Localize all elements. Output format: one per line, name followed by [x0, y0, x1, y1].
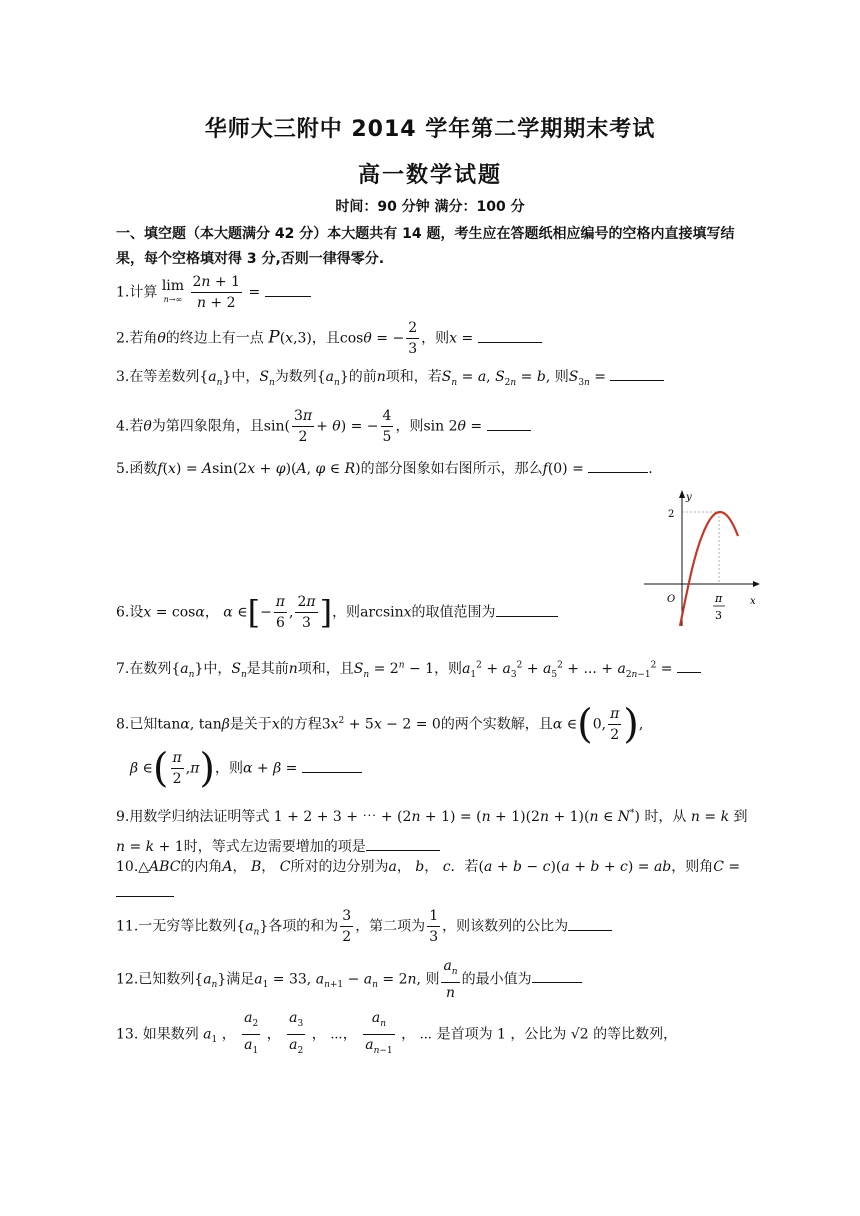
question-2: 2.若角θ的终边上有一点 P(x,3)，且cosθ = − $\frac{2}{3}$ ，则x = [116, 318, 766, 359]
y-tick-label: 2 [668, 509, 675, 520]
question-7: 7.在数列$\{a_n\}$中，$S_n$是其前n项和，且$S_n = 2^n - 1$，则$a_1^2 + a_3^2 + a_5^2$ + ... + $a_{2n-1}^2$ = [116, 658, 766, 680]
question-10: 10.△ABC的内角A， B， C所对的边分别为a， b， c．若(a + b − c)(a + b + c) = ab，则角C = [116, 859, 741, 875]
time-info: 时间：90 分钟 满分：100 分 [335, 199, 525, 215]
question-13: 13. 如果数列 $a_1$ ， $\frac{a_2}{a_1}$ ， $\frac{a_3}{a_2}$ ， ⋯， $\frac{a_n}{a_{n-1}}$ ， ⋯ 是首项为 1 ，公比为 √2 的等比数列， [116, 1010, 678, 1056]
question-9: 9.用数学归纳法证明等式 1 + 2 + 3 + ⋯ + (2n + 1) = (n + 1)(2n + 1)(n ∈ N*) 时，从 n = k 到 [116, 808, 748, 825]
answer-blank [302, 758, 362, 773]
limit-expr: lim n→∞ [161, 277, 185, 304]
answer-blank [568, 916, 612, 931]
fraction: $\frac{2n + 1}{n + 2}$ [192, 274, 240, 311]
x-label: x [750, 596, 756, 607]
y-label: y [686, 492, 692, 503]
answer-blank [366, 836, 440, 851]
x-axis-arrow [753, 581, 760, 587]
x-tick-num: π [715, 592, 723, 605]
origin-label: O [667, 594, 676, 605]
question-8: 8.已知tanα, tanβ是关于x的方程$3x^2 + 5x - 2 = 0$的两个实数解，且α ∈(0, $\frac{\pi}{2}$ ), [116, 701, 644, 748]
subject-title: 高一数学试题 [357, 163, 502, 188]
question-10-cont [116, 882, 766, 901]
question-3: 3.在等差数列$\{a_n\}$中，$S_n$为数列$\{a_n\}$的前n项和，若$S_n = a$, $S_{2n} = b$, 则$S_{3n}$ = [116, 366, 766, 388]
answer-blank [487, 416, 531, 431]
answer-blank [265, 282, 311, 297]
answer-blank [610, 366, 664, 381]
answer-blank [532, 968, 582, 983]
answer-blank [496, 602, 558, 617]
question-12: 12.已知数列$\{a_n\}$满足$a_1 = 33$, $a_{n+1} - a_n = 2n$, 则 $\frac{a_n}{n}$ 的最小值为 [116, 956, 766, 1003]
question-11: 11.一无穷等比数列$\{a_n\}$各项的和为 $\frac{3}{2}$ ，第二项为 $\frac{1}{3}$ ，则该数列的公比为 [116, 906, 766, 947]
y-axis-arrow [679, 490, 685, 498]
answer-blank [588, 458, 648, 473]
x-tick-den: 3 [715, 609, 722, 622]
section-heading: 一、填空题（本大题满分 42 分）本大题共有 14 题，考生应在答题纸相应编号的空格内直接填写结果，每个空格填对得 3 分,否则一律得零分. [116, 226, 735, 267]
question-5: 5.函数f(x) = Asin(2x + φ)(A, φ ∈ R)的部分图象如右图所示，那么f(0) = . [116, 458, 766, 478]
question-4: 4.若θ为第四象限角，且sin( $\frac{3\pi}{2}$ + θ) = − $\frac{4}{5}$ ，则sin 2θ = [116, 406, 766, 447]
school-title: 华师大三附中 2014 学年第二学期期末考试 [204, 117, 656, 142]
answer-blank [478, 328, 542, 343]
question-1: 1.计算 lim n→∞ $\frac{2n + 1}{n + 2}$ = [116, 272, 766, 313]
question-9-cont: n = k + 1时，等式左边需要增加的项是 [116, 836, 766, 856]
answer-blank [116, 882, 174, 897]
question-6: 6.设x = cosα， α ∈[− $\frac{\pi}{6}$ , $\frac{2\pi}{3}$ ]，则arcsinx的取值范围为 [116, 592, 766, 633]
question-8-cont: β ∈( $\frac{\pi}{2}$ ,π)，则α + β = [130, 748, 780, 789]
answer-blank [677, 658, 701, 673]
